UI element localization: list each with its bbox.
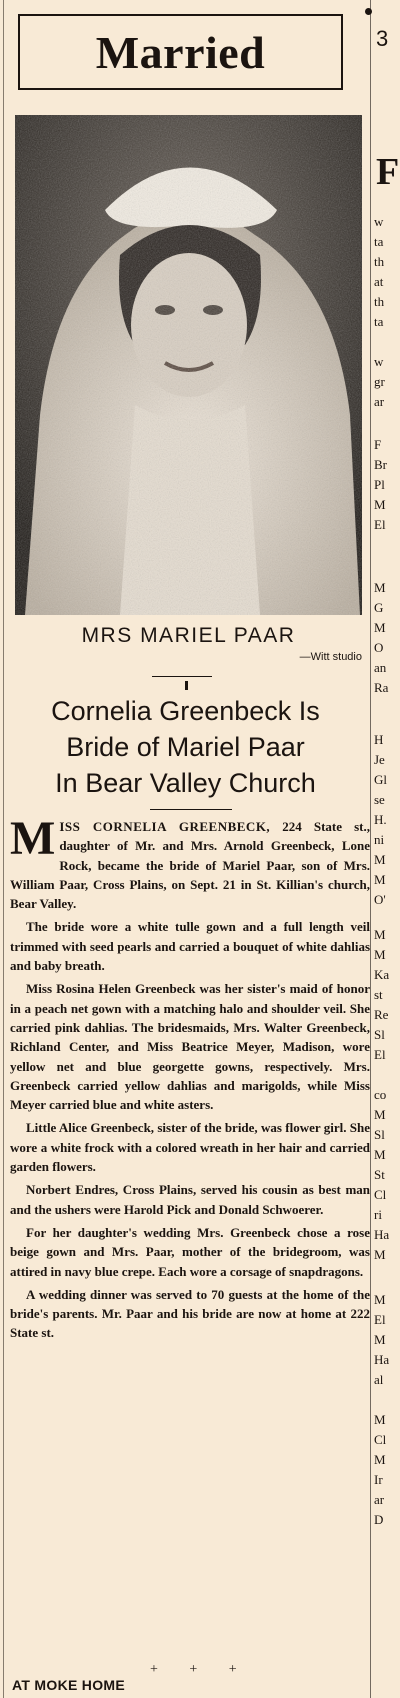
article-paragraph-4: Little Alice Greenbeck, sister of the bride, was flower girl. She wore a white frock with a colored wreath in her hair and carried garden flowers. xyxy=(10,1120,370,1175)
headline-divider xyxy=(150,809,232,810)
adjacent-column-fragment: w xyxy=(374,214,384,229)
adjacent-column-fragment: H. xyxy=(374,812,387,827)
adjacent-column-fragment: M xyxy=(374,1332,386,1347)
article-paragraph-5: Norbert Endres, Cross Plains, served his cousin as best man and the ushers were Harold Pick and Donald Schwoerer. xyxy=(10,1182,370,1217)
adjacent-column-fragment: Pl xyxy=(374,477,385,492)
adjacent-column-fragment: El xyxy=(374,1312,386,1327)
divider-mark xyxy=(185,681,188,690)
adjacent-column-fragment: M xyxy=(374,927,386,942)
article-paragraph-1 xyxy=(10,812,370,913)
adjacent-column-fragment: ri xyxy=(374,1207,382,1222)
adjacent-column-fragment: an xyxy=(374,660,387,675)
headline-line-2: Bride of Mariel Paar xyxy=(66,732,305,762)
adjacent-column-fragment: M xyxy=(374,1247,386,1262)
article-paragraph-7: A wedding dinner was served to 70 guests at the home of the bride's parents. Mr. Paar and his bride are now at home at 222 State st. xyxy=(10,1286,370,1341)
adjacent-column-fragment: Je xyxy=(374,752,385,767)
adjacent-column-headline-letter: F xyxy=(376,151,400,193)
adjacent-column-fragment: Sl xyxy=(374,1027,385,1042)
adjacent-column-fragment: H xyxy=(374,732,384,747)
paragraph-1-text: 224 State st., daughter of Mr. and Mrs. Arnold Greenbeck, Lone Rock, became the bride of Mariel Paar, son of Mrs. William Paar, Cross Plains, on Sept. 21 in St. Killian's church, Bear Valley. xyxy=(10,819,370,912)
adjacent-column-fragment: Ka xyxy=(374,967,390,982)
adjacent-column-fragment: Ha xyxy=(374,1352,390,1367)
article-body xyxy=(10,812,370,1347)
adjacent-column-fragment: M xyxy=(374,1292,386,1307)
column-divider xyxy=(370,0,371,1698)
adjacent-column-fragment: Ir xyxy=(374,1472,383,1487)
adjacent-column-fragment: M xyxy=(374,1452,386,1467)
caption-divider xyxy=(152,676,212,677)
adjacent-column-number: 3 xyxy=(376,26,389,51)
adjacent-column-fragment: M xyxy=(374,947,386,962)
adjacent-column-fragment: se xyxy=(374,792,385,807)
adjacent-column-fragment: M xyxy=(374,620,386,635)
adjacent-column-fragment: M xyxy=(374,497,386,512)
adjacent-column-fragment: Sl xyxy=(374,1127,385,1142)
left-margin-rule xyxy=(3,0,4,1698)
section-separator: + + + xyxy=(150,1662,251,1677)
adjacent-column-fragment: Ha xyxy=(374,1227,390,1242)
adjacent-column-fragment: al xyxy=(374,1372,384,1387)
adjacent-column-fragment: ar xyxy=(374,394,385,409)
adjacent-column-fragment: ta xyxy=(374,314,384,329)
adjacent-column-fragment: M xyxy=(374,1147,386,1162)
adjacent-column-fragment: F xyxy=(374,437,382,452)
adjacent-column-fragment: O xyxy=(374,640,384,655)
corner-mark xyxy=(365,8,372,15)
adjacent-column-fragment: Ra xyxy=(374,680,389,695)
headline-line-1: Cornelia Greenbeck Is xyxy=(51,696,320,726)
adjacent-column-fragment: ar xyxy=(374,1492,385,1507)
adjacent-column-fragment: O' xyxy=(374,892,386,907)
adjacent-column-fragment: St xyxy=(374,1167,385,1182)
adjacent-column-fragment: ni xyxy=(374,832,385,847)
adjacent-column-fragment: st xyxy=(374,987,383,1002)
bride-portrait-photo xyxy=(15,115,362,615)
adjacent-column-fragment: El xyxy=(374,517,386,532)
adjacent-column-fragment: w xyxy=(374,354,384,369)
adjacent-column-fragment: G xyxy=(374,600,384,615)
adjacent-column-fragment: co xyxy=(374,1087,387,1102)
section-heading: Married xyxy=(95,26,266,78)
adjacent-column-fragment: M xyxy=(374,872,386,887)
adjacent-column-fragment: M xyxy=(374,852,386,867)
article-paragraph-2: The bride wore a white tulle gown and a full length veil trimmed with seed pearls and carried a bouquet of white dahlias and baby breath. xyxy=(10,919,370,974)
adjacent-column-fragment: Cl xyxy=(374,1187,387,1202)
adjacent-column-fragment: Br xyxy=(374,457,387,472)
adjacent-column-fragment: M xyxy=(374,580,386,595)
adjacent-column-fragment: ta xyxy=(374,234,384,249)
lead-name: ISS CORNELIA GREENBECK, xyxy=(59,819,271,834)
drop-cap: M xyxy=(10,812,56,865)
adjacent-column-fragment: Gl xyxy=(374,772,387,787)
adjacent-column-fragment: El xyxy=(374,1047,386,1062)
adjacent-column-fragment: D xyxy=(374,1512,384,1527)
adjacent-column-fragment: at xyxy=(374,274,384,289)
section-heading-box xyxy=(18,14,343,90)
adjacent-column-fragment: gr xyxy=(374,374,385,389)
photo-caption: MRS MARIEL PAAR xyxy=(81,624,296,647)
adjacent-column-fragment: Re xyxy=(374,1007,389,1022)
adjacent-column-fragment: th xyxy=(374,254,385,269)
adjacent-column-fragment: Cl xyxy=(374,1432,387,1447)
adjacent-column-fragment: M xyxy=(374,1107,386,1122)
photo-credit: —Witt studio xyxy=(299,651,362,663)
article-paragraph-3: Miss Rosina Helen Greenbeck was her sister's maid of honor in a peach net gown with a matching halo and shoulder veil. She carried pink dahlias. The bridesmaids, Mrs. Walter Greenbeck, Richland Center, and Miss Beatrice Meyer, Madison, wore yellow net and blue georgette gowns, respectively. Mrs. Greenbeck carried yellow dahlias and marigolds, while Miss Meyer carried blue and white asters. xyxy=(10,981,370,1113)
next-article-subhead: AT MOKE HOME xyxy=(12,1677,126,1693)
adjacent-column-fragment: M xyxy=(374,1412,386,1427)
headline-line-3: In Bear Valley Church xyxy=(55,768,316,798)
article-paragraph-6: For her daughter's wedding Mrs. Greenbeck chose a rose beige gown and Mrs. Paar, mother of the bridegroom, was attired in navy blue crepe. Each wore a corsage of snapdragons. xyxy=(10,1224,370,1279)
adjacent-column-fragment: th xyxy=(374,294,385,309)
